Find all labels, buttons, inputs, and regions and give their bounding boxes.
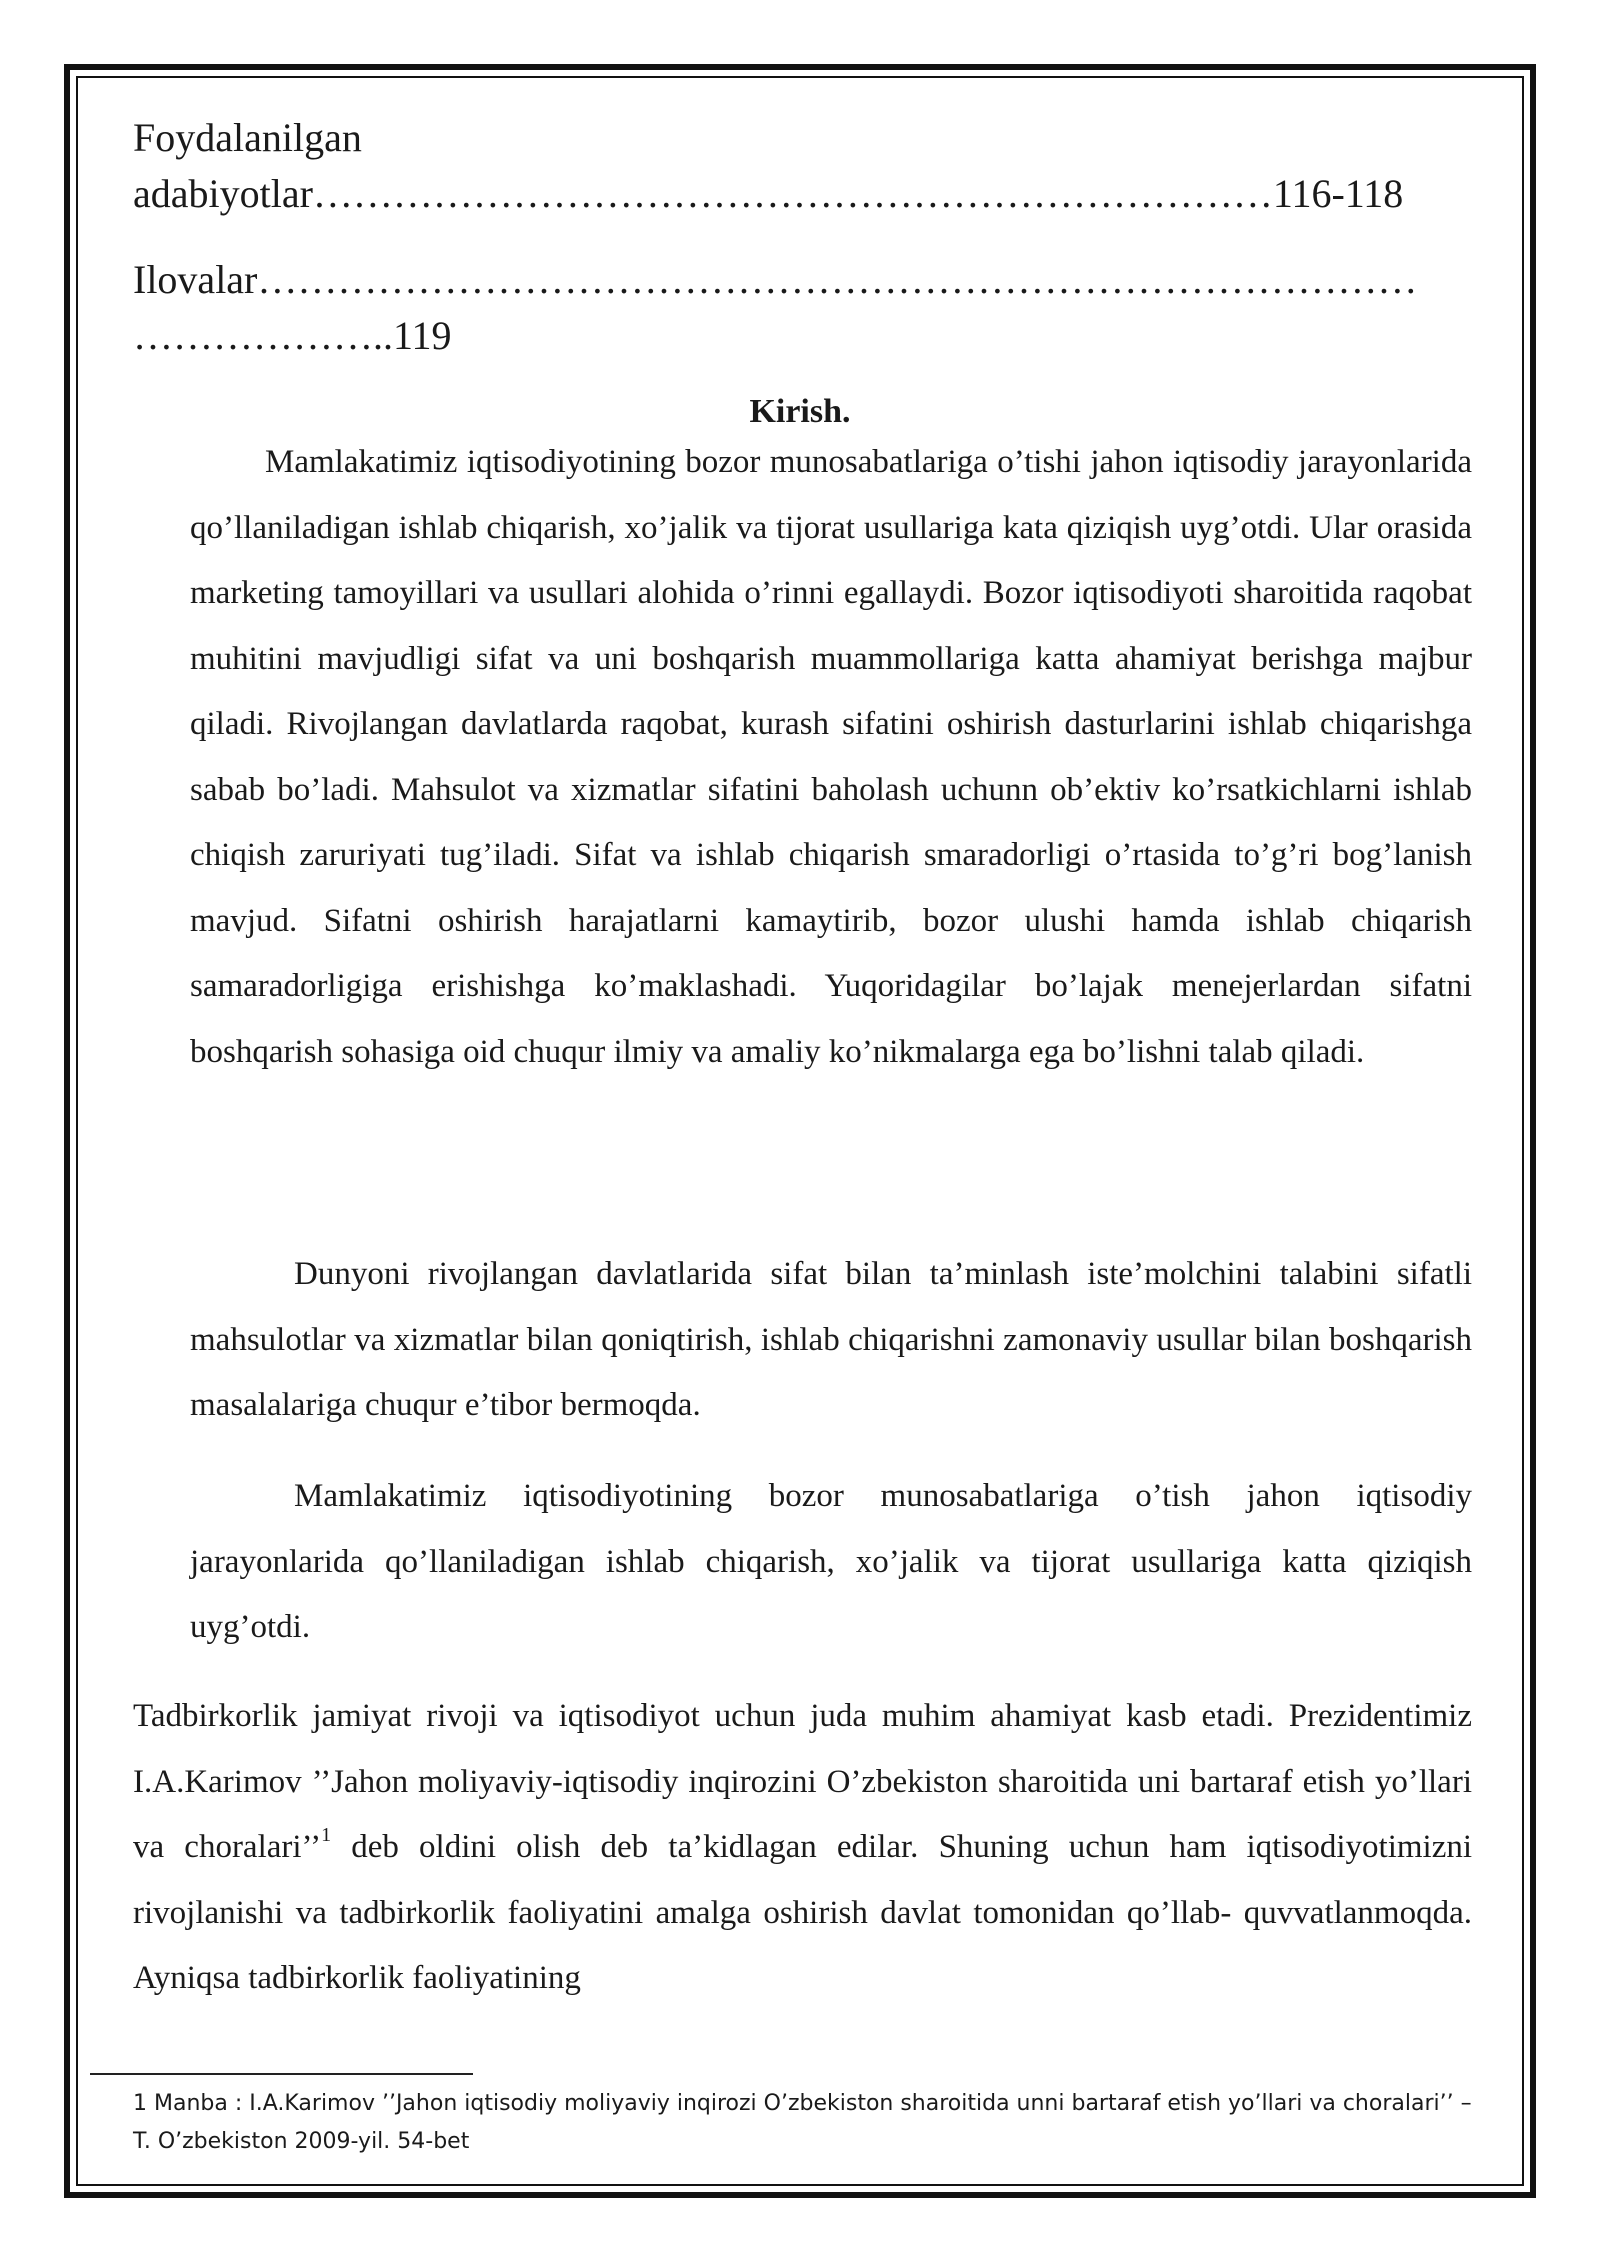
toc-entry-label: Ilovalar [133, 257, 258, 302]
footnote: 1 Manba : I.A.Karimov ’’Jahon iqtisodiy moliyaviy inqirozi O’zbekiston sharoitida unni bartaraf etish yo’llari va choralari’’ – T. O’zbekiston 2009-yil. 54-bet [133, 2091, 1472, 2154]
paragraph-text: Tadbirkorlik jamiyat rivoji va iqtisodiyot uchun juda muhim ahamiyat kasb etadi. Prezidentimiz I.A.Karimov ’’Jahon moliyaviy-iqtisodiy inqirozini O’zbekiston sharoitida uni bartaraf etish yo’llari va choralari’’ [133, 1698, 1472, 1865]
toc-leader: ……………………………………………………………… [312, 171, 1273, 216]
toc-entry-line [133, 308, 1417, 364]
body-paragraph-3: Mamlakatimiz iqtisodiyotining bozor munosabatlariga o’tish jahon iqtisodiy jarayonlarida qo’llaniladigan ishlab chiqarish, xo’jalik va tijorat usullariga katta qiziqish uyg’otdi. [190, 1478, 1472, 1645]
toc-page-number: 116-118 [1272, 171, 1404, 216]
footnote-separator [90, 2073, 473, 2075]
footnote-reference[interactable]: 1 [321, 1824, 332, 1846]
paragraph-text: deb oldini olish deb ta’kidlagan edilar. Shuning uchun ham iqtisodiyotimizni rivojlanishi va tadbirkorlik faoliyatini amalga oshirish davlat tomonidan qo’llab- quvvatlanmoqda. Ayniqsa tadbirkorlik faoliyatining [133, 1829, 1473, 1996]
toc-leader: ……………….. [133, 313, 393, 358]
body-paragraph-1: Mamlakatimiz iqtisodiyotining bozor munosabatlariga o’tishi jahon iqtisodiy jarayonlarida qo’llaniladigan ishlab chiqarish, xo’jalik va tijorat usullariga kata qiziqish uyg’otdi. Ular orasida marketing tamoyillari va usullari alohida o’rinni egallaydi. Bozor iqtisodiyoti sharoitida raqobat muhitini mavjudligi sifat va uni boshqarish muammollariga katta ahamiyat berishga majbur qiladi. Rivojlangan davlatlarda raqobat, kurash sifatini oshirish dasturlarini ishlab chiqarishga sabab bo’ladi. Mahsulot va xizmatlar sifatini baholash uchunn ob’ektiv ko’rsatkichlarni ishlab chiqish zaruriyati tug’iladi. Sifat va ishlab chiqarish smaradorligi o’rtasida to’g’ri bog’lanish mavjud. Sifatni oshirish harajatlarni kamaytirib, bozor ulushi hamda ishlab chiqarish samaradorligiga erishishga ko’maklashadi. Yuqoridagilar bo’lajak menejerlardan sifatni boshqarish sohasiga oid chuqur ilmiy va amaliy ko’nikmalarga ega bo’lishni talab qiladi. [190, 444, 1472, 1070]
toc-entry-line [133, 252, 1417, 308]
toc-entry-references [133, 110, 1403, 222]
toc-entry-label: Foydalanilgan [133, 115, 362, 160]
section-heading: Kirish. [749, 393, 851, 430]
toc-entry-label-cont: adabiyotlar [133, 171, 313, 216]
toc-leader: …………………………………………………………………………… [257, 257, 1418, 302]
toc-entry-appendices [133, 252, 1417, 364]
body-paragraph-4 [133, 1684, 1472, 2012]
toc-entry-line [133, 166, 1403, 222]
toc-page-number: 119 [393, 313, 452, 358]
body-paragraph-2: Dunyoni rivojlangan davlatlarida sifat bilan ta’minlash iste’molchini talabini sifatli mahsulotlar va xizmatlar bilan qoniqtirish, ishlab chiqarishni zamonaviy usullar bilan boshqarish masalalariga chuqur e’tibor bermoqda. [190, 1256, 1472, 1423]
